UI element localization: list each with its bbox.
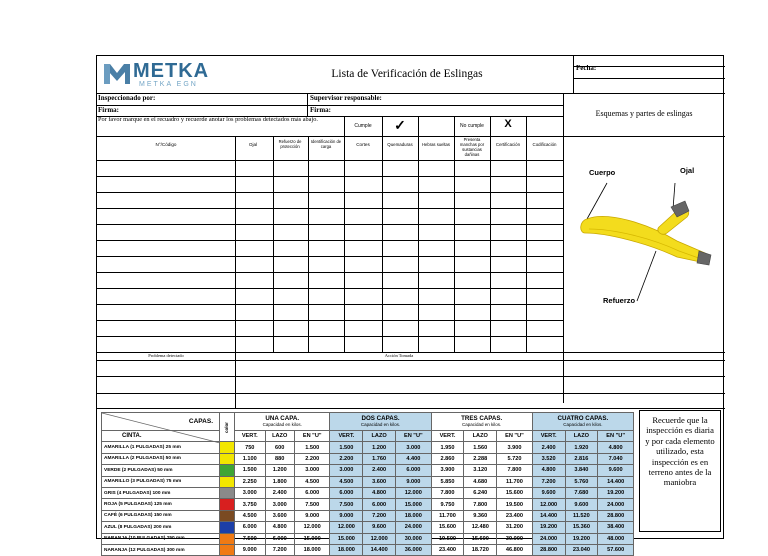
capacity-value: 7.500 <box>294 499 330 510</box>
capacity-value: 2.860 <box>431 453 464 464</box>
capacity-value: 6.000 <box>396 465 432 476</box>
label-ojal: Ojal <box>680 166 695 175</box>
subheader-cell: LAZO <box>363 431 396 442</box>
col-header-cortes: Cortes <box>356 142 370 147</box>
capacity-value: 3.000 <box>294 465 330 476</box>
capacity-value: 7.200 <box>265 544 294 555</box>
subheader-cell: VERT. <box>431 431 464 442</box>
capacity-value: 6.000 <box>363 499 396 510</box>
capacity-value: 46.800 <box>497 544 533 555</box>
capacity-value: 4.400 <box>396 453 432 464</box>
capacity-value: 15.000 <box>294 533 330 544</box>
page-title: Lista de Verificación de Eslingas <box>331 68 483 80</box>
color-swatch <box>220 510 235 521</box>
capacity-value: 12.000 <box>330 522 363 533</box>
color-swatch <box>220 522 235 533</box>
capacity-value: 19.500 <box>431 533 464 544</box>
webbing-name: VERDE (2 PULGADAS) 50 mm <box>102 465 220 476</box>
capacity-value: 11.700 <box>431 510 464 521</box>
capacity-value: 12.000 <box>396 487 432 498</box>
capacity-value: 14.400 <box>532 510 565 521</box>
group-tres-capas: TRES CAPAS. Capacidad en kilos. <box>431 413 532 431</box>
capacity-value: 4.800 <box>363 487 396 498</box>
table-row <box>102 522 634 533</box>
col-header-manchas: Presenta manchas por sustancias dañinas <box>459 137 485 157</box>
capacity-value: 9.750 <box>431 499 464 510</box>
capacity-value: 3.900 <box>431 465 464 476</box>
diagram-title: Esquemas y partes de eslingas <box>595 109 693 118</box>
capacity-value: 4.800 <box>598 442 634 453</box>
capacity-value: 19.200 <box>532 522 565 533</box>
capacity-value: 9.000 <box>396 476 432 487</box>
no-cumple-label: No cumple <box>460 123 484 129</box>
capacity-value: 6.000 <box>330 487 363 498</box>
check-mark-icon: ✓ <box>394 117 406 133</box>
capacity-value: 600 <box>265 442 294 453</box>
subheader-cell: VERT. <box>330 431 363 442</box>
capacity-value: 18.000 <box>330 544 363 555</box>
color-swatch <box>220 442 235 453</box>
capacity-value: 11.520 <box>565 510 598 521</box>
supervisor-field[interactable]: Supervisor responsable: <box>310 94 382 102</box>
capacity-value: 1.200 <box>363 442 396 453</box>
checklist-row[interactable] <box>97 240 563 256</box>
checklist-row[interactable] <box>97 288 563 304</box>
capacity-value: 15.000 <box>396 499 432 510</box>
col-header-codigo: N°/Código <box>155 142 177 147</box>
checklist-row[interactable] <box>97 208 563 224</box>
problema-label: Problema detectado <box>148 353 184 358</box>
instructions-text: Por favor marque en el recuadro y recuerde anotar los problemas detectados más abajo. <box>98 116 318 123</box>
capacity-value: 3.840 <box>565 465 598 476</box>
table-row <box>102 510 634 521</box>
x-mark-icon: X <box>504 118 512 130</box>
webbing-name: NARANJA (12 PULGADAS) 300 mm <box>102 544 220 555</box>
capacity-value: 9.600 <box>565 499 598 510</box>
capacity-value: 2.400 <box>363 465 396 476</box>
capacity-value: 28.800 <box>598 510 634 521</box>
capacity-value: 36.000 <box>396 544 432 555</box>
color-swatch <box>220 544 235 555</box>
capacity-value: 1.950 <box>431 442 464 453</box>
capacity-value: 9.600 <box>363 522 396 533</box>
capacity-value: 750 <box>235 442 266 453</box>
capacity-value: 38.400 <box>598 522 634 533</box>
capacity-value: 15.600 <box>497 487 533 498</box>
capacity-value: 48.000 <box>598 533 634 544</box>
webbing-name: NARANJA (10 PULGADAS) 250 mm <box>102 533 220 544</box>
checklist-row[interactable] <box>97 304 563 320</box>
capacity-value: 31.200 <box>497 522 533 533</box>
capacity-value: 24.000 <box>598 499 634 510</box>
capacity-value: 6.000 <box>235 522 266 533</box>
table-row <box>102 533 634 544</box>
table-row <box>102 544 634 555</box>
capacity-value: 6.240 <box>464 487 497 498</box>
capacity-value: 7.500 <box>235 533 266 544</box>
webbing-name: AMARILLO (3 PULGADAS) 75 mm <box>102 476 220 487</box>
fecha-label: Fecha: <box>576 64 597 72</box>
label-cuerpo: Cuerpo <box>589 168 616 177</box>
logo-text: METKA <box>133 60 210 82</box>
capacity-value: 12.000 <box>532 499 565 510</box>
capacity-value: 19.200 <box>565 533 598 544</box>
capacity-value: 7.800 <box>497 465 533 476</box>
capacity-value: 14.400 <box>598 476 634 487</box>
table-row <box>102 465 634 476</box>
capacity-value: 7.200 <box>363 510 396 521</box>
capacity-value: 11.700 <box>497 476 533 487</box>
capacity-value: 19.500 <box>497 499 533 510</box>
capacity-body <box>102 442 634 556</box>
capacity-value: 7.800 <box>431 487 464 498</box>
col-header-identificacion: Identificación de carga <box>310 139 342 149</box>
capacity-value: 3.000 <box>396 442 432 453</box>
inspeccionado-por-field[interactable]: Inspeccionado por: <box>98 94 156 102</box>
capacity-value: 2.250 <box>235 476 266 487</box>
checklist-row[interactable] <box>97 224 563 240</box>
capacity-value: 2.288 <box>464 453 497 464</box>
capacity-value: 18.000 <box>294 544 330 555</box>
col-header-hebras: Hebras sueltas <box>422 142 450 147</box>
subheader-cell: VERT. <box>532 431 565 442</box>
capacity-value: 12.000 <box>294 522 330 533</box>
logo-subtext: METKA EGN <box>139 81 198 88</box>
capacity-value: 7.040 <box>598 453 634 464</box>
checklist-row[interactable] <box>97 192 563 208</box>
capacity-value: 7.200 <box>532 476 565 487</box>
group-dos-capas: DOS CAPAS. Capacidad en kilos. <box>330 413 431 431</box>
diagonal-divider <box>102 413 220 443</box>
capacity-value: 15.000 <box>330 533 363 544</box>
checklist-row[interactable] <box>97 176 563 192</box>
capacity-value: 23.040 <box>565 544 598 555</box>
capacity-value: 9.600 <box>532 487 565 498</box>
reminder-text: Recuerde que la inspección es diaria y por cada elemento utilizado, esta inspección es en terreno antes de la maniobra <box>645 415 715 488</box>
logo <box>101 60 221 90</box>
capacity-value: 15.360 <box>565 522 598 533</box>
capacity-value: 2.816 <box>565 453 598 464</box>
col-header-quemaduras: Quemaduras <box>387 142 413 147</box>
capacity-value: 3.000 <box>265 499 294 510</box>
firma-right-field[interactable]: Firma: <box>310 106 331 114</box>
capacity-value: 4.500 <box>330 476 363 487</box>
group-una-capa: UNA CAPA. Capacidad en kilos. <box>235 413 330 431</box>
table-row <box>102 487 634 498</box>
table-row <box>102 453 634 464</box>
label-refuerzo: Refuerzo <box>603 296 636 305</box>
capacity-value: 9.600 <box>598 465 634 476</box>
capacity-value: 12.480 <box>464 522 497 533</box>
capacity-value: 3.000 <box>330 465 363 476</box>
cumple-label: Cumple <box>354 123 372 129</box>
capacity-value: 4.680 <box>464 476 497 487</box>
checklist-row[interactable] <box>97 256 563 272</box>
accion-label: Acción Tomada <box>384 353 414 358</box>
capacity-value: 7.800 <box>464 499 497 510</box>
color-swatch <box>220 487 235 498</box>
reminder-box <box>639 410 721 532</box>
capacity-value: 24.000 <box>396 522 432 533</box>
col-header-refuerzo: Refuerzo de protección <box>278 139 302 149</box>
capacity-value: 9.360 <box>464 510 497 521</box>
capacity-value: 1.800 <box>265 476 294 487</box>
col-header-ojal: Ojal <box>248 142 258 147</box>
subheader-cell: VERT. <box>235 431 266 442</box>
capacity-value: 39.000 <box>497 533 533 544</box>
capacity-value: 1.560 <box>464 442 497 453</box>
capacity-value: 57.600 <box>598 544 634 555</box>
capacity-value: 3.520 <box>532 453 565 464</box>
capacity-value: 4.800 <box>532 465 565 476</box>
subheader-cell: LAZO <box>265 431 294 442</box>
capacity-value: 28.800 <box>532 544 565 555</box>
webbing-name: AZUL (8 PULGADAS) 200 mm <box>102 522 220 533</box>
webbing-name: ROJA (5 PULGADAS) 125 mm <box>102 499 220 510</box>
capacity-value: 1.500 <box>330 442 363 453</box>
capacity-value: 4.500 <box>294 476 330 487</box>
capacity-value: 12.000 <box>363 533 396 544</box>
checklist-row[interactable] <box>97 160 563 176</box>
capacity-value: 18.720 <box>464 544 497 555</box>
subheader-cell: LAZO <box>565 431 598 442</box>
subheader-cell: EN "U" <box>598 431 634 442</box>
capacity-value: 2.200 <box>330 453 363 464</box>
subheader-cell: EN "U" <box>396 431 432 442</box>
color-swatch <box>220 453 235 464</box>
sling-diagram-icon <box>567 171 723 306</box>
table-row <box>102 476 634 487</box>
capacity-value: 5.850 <box>431 476 464 487</box>
group-cuatro-capas: CUATRO CAPAS. Capacidad en kilos. <box>532 413 633 431</box>
capacity-value: 9.000 <box>294 510 330 521</box>
subheader-cell: EN "U" <box>497 431 533 442</box>
capacity-value: 23.400 <box>497 510 533 521</box>
capas-label: CAPAS. <box>188 418 213 425</box>
capacity-value: 3.600 <box>265 510 294 521</box>
capacity-value: 7.680 <box>565 487 598 498</box>
capacity-value: 24.000 <box>532 533 565 544</box>
capacity-value: 2.400 <box>265 487 294 498</box>
table-row <box>102 499 634 510</box>
webbing-name: AMARILLA (1 PULGADAS) 25 mm <box>102 442 220 453</box>
grid-row-line <box>97 336 563 337</box>
capacity-value: 7.500 <box>330 499 363 510</box>
checklist-row[interactable] <box>97 320 563 336</box>
capacity-value: 2.400 <box>532 442 565 453</box>
capacity-value: 4.800 <box>265 522 294 533</box>
capacity-value: 14.400 <box>363 544 396 555</box>
checklist-row[interactable] <box>97 272 563 288</box>
capacity-value: 6.000 <box>265 533 294 544</box>
capacity-value: 3.600 <box>363 476 396 487</box>
color-header: color <box>220 413 235 442</box>
capacity-value: 2.200 <box>294 453 330 464</box>
capacity-value: 5.720 <box>497 453 533 464</box>
metka-logo-icon <box>103 61 131 85</box>
capacity-value: 30.000 <box>396 533 432 544</box>
capacity-value: 9.000 <box>330 510 363 521</box>
capacity-value: 3.120 <box>464 465 497 476</box>
capacity-value: 3.900 <box>497 442 533 453</box>
capacity-value: 1.200 <box>265 465 294 476</box>
capacity-value: 5.760 <box>565 476 598 487</box>
table-row <box>102 442 634 453</box>
capacity-value: 1.920 <box>565 442 598 453</box>
capacity-value: 1.500 <box>294 442 330 453</box>
capacity-value: 1.500 <box>235 465 266 476</box>
capacity-value: 18.000 <box>396 510 432 521</box>
webbing-name: GRIS (4 PULGADAS) 100 mm <box>102 487 220 498</box>
capacity-value: 23.400 <box>431 544 464 555</box>
capacity-value: 15.600 <box>431 522 464 533</box>
capacity-value: 1.100 <box>235 453 266 464</box>
cinta-label: CINTA. <box>122 433 142 440</box>
capacity-value: 19.200 <box>598 487 634 498</box>
color-swatch <box>220 499 235 510</box>
capacity-value: 1.760 <box>363 453 396 464</box>
col-header-certificacion: Certificación <box>495 142 521 147</box>
capacity-value: 15.600 <box>464 533 497 544</box>
webbing-name: AMARILLA (2 PULGADAS) 50 mm <box>102 453 220 464</box>
checklist-sheet <box>96 55 724 554</box>
color-swatch <box>220 465 235 476</box>
firma-left-field[interactable]: Firma: <box>98 106 119 114</box>
subheader-cell: EN "U" <box>294 431 330 442</box>
subheader-cell: LAZO <box>464 431 497 442</box>
capacity-value: 4.500 <box>235 510 266 521</box>
capacity-value: 3.000 <box>235 487 266 498</box>
color-swatch <box>220 533 235 544</box>
webbing-name: CAFÉ (6 PULGADAS) 150 mm <box>102 510 220 521</box>
capacity-value: 6.000 <box>294 487 330 498</box>
col-header-codificacion: Codificación <box>532 142 557 147</box>
color-swatch <box>220 476 235 487</box>
capacity-value: 880 <box>265 453 294 464</box>
capacity-value: 3.750 <box>235 499 266 510</box>
capacity-value: 9.000 <box>235 544 266 555</box>
